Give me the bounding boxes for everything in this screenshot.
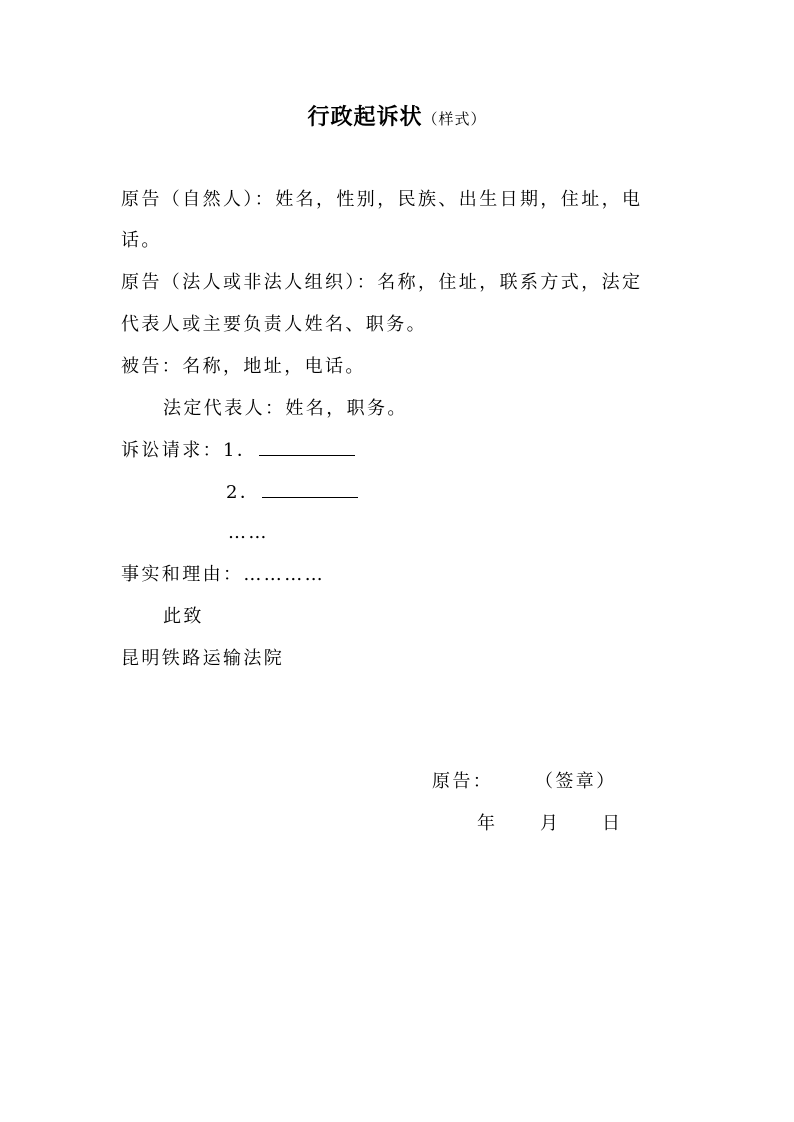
plaintiff-org-line-1: 原告（法人或非法人组织）：名称，住址，联系方式，法定 xyxy=(121,272,643,293)
claim-1-blank xyxy=(259,438,355,456)
claim-2-blank xyxy=(262,480,358,498)
date-month: 月 xyxy=(540,813,561,834)
document-title xyxy=(0,100,794,131)
title-note: （样式） xyxy=(422,110,487,128)
legal-rep-line: 法定代表人：姓名，职务。 xyxy=(163,398,408,419)
signature-note: （签章） xyxy=(535,771,617,792)
plaintiff-sign-label: 原告： xyxy=(432,771,494,792)
claims-label: 诉讼请求： xyxy=(121,440,223,461)
title-main: 行政起诉状 xyxy=(307,104,423,130)
plaintiff-person-line-2: 话。 xyxy=(121,230,162,251)
defendant-line: 被告：名称，地址，电话。 xyxy=(121,356,366,377)
claim-2-number: 2． xyxy=(226,482,261,503)
plaintiff-person-line-1: 原告（自然人）：姓名，性别，民族、出生日期，住址，电 xyxy=(121,189,643,210)
plaintiff-org-line-2: 代表人或主要负责人姓名、职务。 xyxy=(121,314,427,335)
claims-line-2 xyxy=(226,480,358,505)
claims-more: …… xyxy=(228,522,269,543)
claims-line-1 xyxy=(121,438,355,463)
salutation: 此致 xyxy=(163,606,204,627)
date-day: 日 xyxy=(602,813,623,834)
court-name: 昆明铁路运输法院 xyxy=(121,648,285,669)
claim-1-number: 1． xyxy=(223,440,258,461)
facts-line: 事实和理由：………… xyxy=(121,564,325,585)
date-year: 年 xyxy=(477,813,498,834)
